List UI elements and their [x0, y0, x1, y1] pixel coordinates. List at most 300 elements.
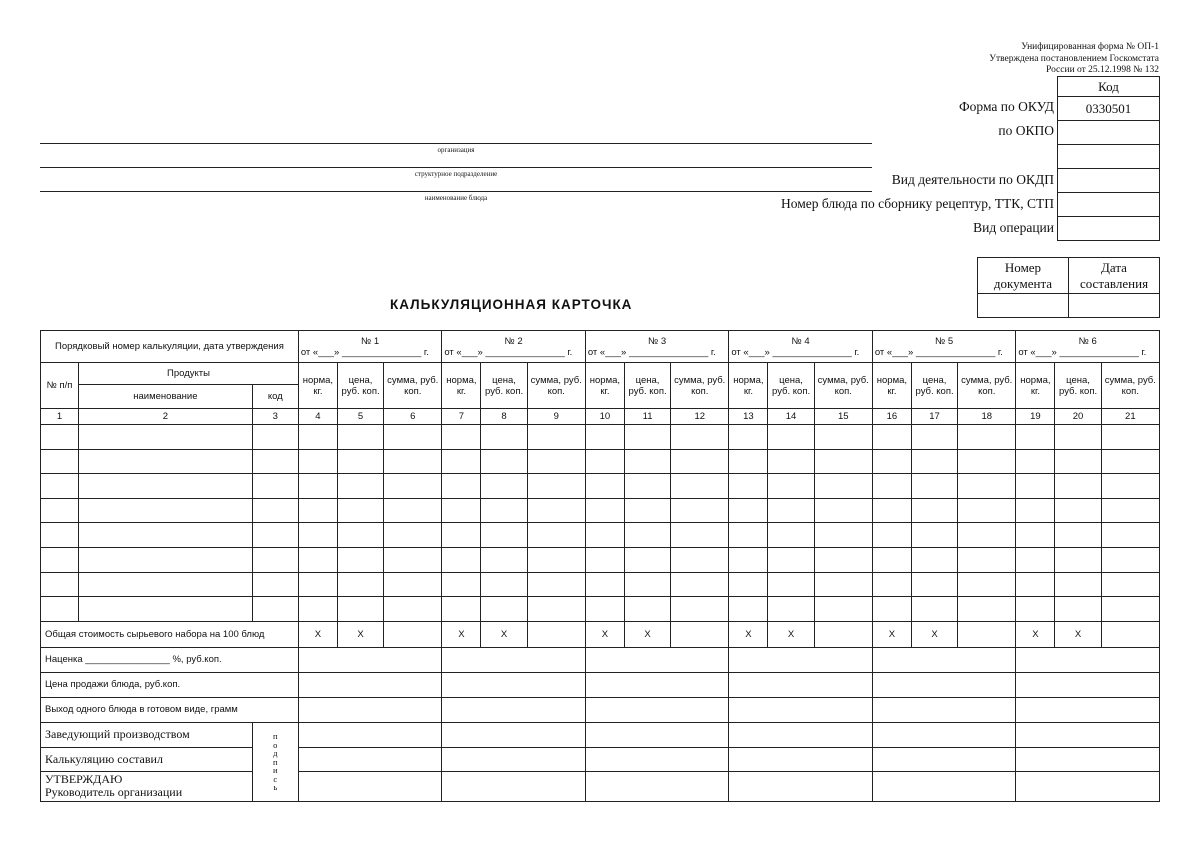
total-label: Общая стоимость сырьевого набора на 100 блюд — [41, 621, 299, 647]
okud-code[interactable]: 0330501 — [1058, 97, 1160, 121]
table-cell[interactable] — [624, 597, 670, 622]
table-cell[interactable] — [671, 597, 729, 622]
table-cell[interactable] — [872, 572, 911, 597]
column-number: 18 — [958, 409, 1016, 425]
table-cell[interactable] — [814, 597, 872, 622]
table-cell[interactable] — [481, 572, 527, 597]
total-norm-x: Х — [729, 621, 768, 647]
table-cell[interactable] — [911, 449, 957, 474]
table-cell[interactable] — [768, 449, 814, 474]
table-cell[interactable] — [252, 523, 298, 548]
calc-group-wrap — [875, 336, 1014, 358]
table-row — [41, 498, 1160, 523]
table-cell[interactable] — [768, 572, 814, 597]
summary-value-cell[interactable] — [585, 647, 729, 672]
table-cell[interactable] — [1101, 523, 1159, 548]
signature-value-cell[interactable] — [298, 747, 442, 771]
table-cell[interactable] — [298, 498, 337, 523]
col-sum-header: сумма, руб. коп. — [384, 363, 442, 409]
operation-label: Вид операции — [973, 220, 1054, 235]
table-cell[interactable] — [768, 474, 814, 499]
table-cell[interactable] — [911, 597, 957, 622]
summary-value-cell[interactable] — [872, 672, 1016, 697]
okpo-code[interactable] — [1058, 121, 1160, 145]
table-cell[interactable] — [814, 572, 872, 597]
signature-value-cell[interactable] — [585, 722, 729, 747]
table-cell[interactable] — [337, 523, 383, 548]
table-cell[interactable] — [671, 425, 729, 450]
division-caption: структурное подразделение — [414, 170, 498, 178]
table-cell[interactable] — [481, 547, 527, 572]
table-cell[interactable] — [252, 572, 298, 597]
summary-value-cell[interactable] — [442, 697, 586, 722]
doc-date-field[interactable] — [1069, 294, 1160, 318]
table-cell[interactable] — [814, 425, 872, 450]
table-cell[interactable] — [911, 425, 957, 450]
table-cell[interactable] — [1016, 449, 1055, 474]
signature-value-cell[interactable] — [1016, 747, 1160, 771]
table-cell[interactable] — [671, 498, 729, 523]
total-norm-x: Х — [1016, 621, 1055, 647]
table-cell[interactable] — [768, 523, 814, 548]
table-cell[interactable] — [911, 474, 957, 499]
operation-code[interactable] — [1058, 217, 1160, 241]
table-cell[interactable] — [1016, 597, 1055, 622]
signature-value-cell[interactable] — [442, 747, 586, 771]
col-price-header: цена, руб. коп. — [768, 363, 814, 409]
table-cell[interactable] — [384, 523, 442, 548]
col-sum-header: сумма, руб. коп. — [671, 363, 729, 409]
table-cell[interactable] — [872, 547, 911, 572]
table-cell[interactable] — [41, 449, 79, 474]
summary-value-cell[interactable] — [872, 697, 1016, 722]
table-cell[interactable] — [527, 597, 585, 622]
calc-group-wrap — [301, 336, 440, 358]
table-cell[interactable] — [527, 547, 585, 572]
table-cell[interactable] — [252, 425, 298, 450]
table-cell[interactable] — [79, 449, 253, 474]
table-cell[interactable] — [527, 474, 585, 499]
total-sum-cell[interactable] — [527, 621, 585, 647]
table-cell[interactable] — [1016, 425, 1055, 450]
total-price-x: Х — [1055, 621, 1101, 647]
table-cell[interactable] — [814, 498, 872, 523]
doc-date-label: Дата составления — [1069, 258, 1160, 294]
table-cell[interactable] — [384, 572, 442, 597]
signature-letter: д — [273, 748, 278, 758]
column-number: 21 — [1101, 409, 1159, 425]
table-cell[interactable] — [442, 523, 481, 548]
table-cell[interactable] — [337, 547, 383, 572]
form-header-line-3: России от 25.12.1998 № 132 — [1046, 65, 1159, 75]
col-sum-header: сумма, руб. коп. — [1101, 363, 1159, 409]
signature-value-cell[interactable] — [298, 722, 442, 747]
summary-value-cell[interactable] — [729, 647, 873, 672]
table-cell[interactable] — [79, 547, 253, 572]
table-cell[interactable] — [298, 523, 337, 548]
table-cell[interactable] — [729, 523, 768, 548]
table-cell[interactable] — [1101, 425, 1159, 450]
calc-group-header — [1016, 331, 1160, 363]
division-line[interactable] — [40, 167, 872, 168]
table-cell[interactable] — [1055, 474, 1101, 499]
table-cell[interactable] — [384, 425, 442, 450]
signature-value-cell[interactable] — [872, 771, 1016, 801]
total-sum-cell[interactable] — [958, 621, 1016, 647]
col-sum-header: сумма, руб. коп. — [527, 363, 585, 409]
table-cell[interactable] — [814, 523, 872, 548]
col-sum-header: сумма, руб. коп. — [958, 363, 1016, 409]
total-row — [41, 621, 1160, 647]
total-norm-x: Х — [872, 621, 911, 647]
table-cell[interactable] — [671, 449, 729, 474]
table-cell[interactable] — [624, 498, 670, 523]
col-price-header: цена, руб. коп. — [481, 363, 527, 409]
signature-value-cell[interactable] — [729, 747, 873, 771]
column-number: 16 — [872, 409, 911, 425]
table-cell[interactable] — [252, 474, 298, 499]
summary-value-cell[interactable] — [1016, 697, 1160, 722]
table-cell[interactable] — [911, 498, 957, 523]
table-cell[interactable] — [41, 547, 79, 572]
table-cell[interactable] — [481, 523, 527, 548]
table-cell[interactable] — [1055, 572, 1101, 597]
table-cell[interactable] — [911, 547, 957, 572]
calc-group-header — [585, 331, 729, 363]
table-cell[interactable] — [41, 498, 79, 523]
dish-name-line[interactable] — [40, 191, 872, 192]
table-cell[interactable] — [585, 498, 624, 523]
table-cell[interactable] — [337, 474, 383, 499]
table-cell[interactable] — [958, 474, 1016, 499]
table-cell[interactable] — [481, 474, 527, 499]
organization-line[interactable] — [40, 143, 872, 144]
dish-number-label: Номер блюда по сборнику рецептур, ТТК, СТП — [780, 196, 1054, 211]
page-title: КАЛЬКУЛЯЦИОННАЯ КАРТОЧКА — [390, 297, 633, 312]
table-cell[interactable] — [729, 572, 768, 597]
table-cell[interactable] — [911, 572, 957, 597]
table-cell[interactable] — [384, 597, 442, 622]
signature-value-cell[interactable] — [729, 771, 873, 801]
signature-letter: о — [273, 739, 278, 750]
table-cell[interactable] — [337, 425, 383, 450]
table-cell[interactable] — [41, 523, 79, 548]
column-number: 10 — [585, 409, 624, 425]
table-cell[interactable] — [527, 425, 585, 450]
signature-value-cell[interactable] — [585, 771, 729, 801]
table-cell[interactable] — [442, 547, 481, 572]
calc-group-number: № 4 — [791, 335, 810, 347]
table-cell[interactable] — [1016, 572, 1055, 597]
extra-code[interactable] — [1058, 145, 1160, 169]
col-price-header: цена, руб. коп. — [911, 363, 957, 409]
table-cell[interactable] — [527, 449, 585, 474]
total-price-x: Х — [624, 621, 670, 647]
summary-value-cell[interactable] — [298, 672, 442, 697]
table-cell[interactable] — [872, 425, 911, 450]
calculation-table — [40, 330, 1160, 802]
table-cell[interactable] — [337, 449, 383, 474]
table-cell[interactable] — [958, 498, 1016, 523]
signature-value-cell[interactable] — [1016, 722, 1160, 747]
column-number: 6 — [384, 409, 442, 425]
table-cell[interactable] — [1055, 449, 1101, 474]
table-cell[interactable] — [958, 449, 1016, 474]
signature-letter: и — [273, 765, 278, 775]
summary-value-cell[interactable] — [872, 647, 1016, 672]
table-cell[interactable] — [585, 523, 624, 548]
table-cell[interactable] — [624, 572, 670, 597]
calc-group-wrap — [588, 336, 727, 358]
dish-name-caption: наименование блюда — [424, 194, 488, 202]
table-cell[interactable] — [958, 597, 1016, 622]
table-cell[interactable] — [768, 597, 814, 622]
table-cell[interactable] — [872, 474, 911, 499]
table-cell[interactable] — [1055, 523, 1101, 548]
table-cell[interactable] — [1016, 547, 1055, 572]
table-cell[interactable] — [958, 523, 1016, 548]
total-sum-cell[interactable] — [814, 621, 872, 647]
table-cell[interactable] — [79, 597, 253, 622]
table-cell[interactable] — [298, 547, 337, 572]
total-sum-cell[interactable] — [384, 621, 442, 647]
table-cell[interactable] — [481, 498, 527, 523]
table-cell[interactable] — [1055, 425, 1101, 450]
table-cell[interactable] — [252, 449, 298, 474]
table-cell[interactable] — [79, 425, 253, 450]
table-cell[interactable] — [79, 498, 253, 523]
dish-number-code[interactable] — [1058, 193, 1160, 217]
col-name-header: наименование — [79, 385, 253, 409]
okud-label: Форма по ОКУД — [958, 99, 1054, 114]
table-row — [41, 547, 1160, 572]
table-cell[interactable] — [768, 498, 814, 523]
table-cell[interactable] — [872, 498, 911, 523]
table-cell[interactable] — [337, 498, 383, 523]
signature-value-cell[interactable] — [872, 747, 1016, 771]
summary-value-cell[interactable] — [729, 697, 873, 722]
table-cell[interactable] — [527, 572, 585, 597]
calc-group-date[interactable]: от «___» _______________ г. — [874, 346, 1003, 358]
table-cell[interactable] — [585, 425, 624, 450]
calc-group-date[interactable]: от «___» _______________ г. — [587, 346, 716, 358]
markup-label: Наценка ________________ %, руб.коп. — [41, 647, 299, 672]
summary-value-cell[interactable] — [1016, 647, 1160, 672]
signature-value-cell[interactable] — [1016, 771, 1160, 801]
table-cell[interactable] — [958, 547, 1016, 572]
total-price-x: Х — [337, 621, 383, 647]
table-cell[interactable] — [768, 547, 814, 572]
table-cell[interactable] — [41, 597, 79, 622]
col-norm-header: норма, кг. — [585, 363, 624, 409]
table-cell[interactable] — [41, 572, 79, 597]
table-cell[interactable] — [1055, 547, 1101, 572]
head-of-production-row — [41, 722, 1160, 747]
table-cell[interactable] — [585, 547, 624, 572]
table-cell[interactable] — [872, 597, 911, 622]
table-cell[interactable] — [671, 474, 729, 499]
table-row — [41, 425, 1160, 450]
table-cell[interactable] — [911, 523, 957, 548]
table-cell[interactable] — [729, 597, 768, 622]
table-cell[interactable] — [872, 449, 911, 474]
table-cell[interactable] — [624, 449, 670, 474]
form-header-line-2: Утверждена постановлением Госкомстата — [989, 53, 1159, 64]
total-sum-cell[interactable] — [671, 621, 729, 647]
table-cell[interactable] — [1101, 547, 1159, 572]
table-cell[interactable] — [41, 474, 79, 499]
table-cell[interactable] — [729, 474, 768, 499]
table-cell[interactable] — [384, 449, 442, 474]
table-cell[interactable] — [958, 572, 1016, 597]
table-cell[interactable] — [384, 547, 442, 572]
table-cell[interactable] — [79, 572, 253, 597]
table-cell[interactable] — [298, 425, 337, 450]
organization-caption: организация — [437, 146, 475, 154]
column-number: 1 — [41, 409, 79, 425]
signature-value-cell[interactable] — [298, 771, 442, 801]
table-cell[interactable] — [41, 425, 79, 450]
total-price-x: Х — [768, 621, 814, 647]
table-cell[interactable] — [585, 572, 624, 597]
form-header-line-1: Унифицированная форма № ОП-1 — [1021, 42, 1159, 52]
table-cell[interactable] — [298, 597, 337, 622]
calc-group-date[interactable]: от «___» _______________ г. — [731, 346, 860, 358]
table-cell[interactable] — [79, 474, 253, 499]
table-cell[interactable] — [814, 474, 872, 499]
table-cell[interactable] — [729, 425, 768, 450]
table-cell[interactable] — [814, 449, 872, 474]
table-cell[interactable] — [624, 523, 670, 548]
summary-value-cell[interactable] — [442, 672, 586, 697]
summary-value-cell[interactable] — [442, 647, 586, 672]
column-number: 11 — [624, 409, 670, 425]
column-number: 3 — [252, 409, 298, 425]
sale-price-row — [41, 672, 1160, 697]
table-cell[interactable] — [671, 547, 729, 572]
table-cell[interactable] — [1101, 449, 1159, 474]
table-cell[interactable] — [729, 498, 768, 523]
signature-value-cell[interactable] — [872, 722, 1016, 747]
table-cell[interactable] — [298, 449, 337, 474]
table-cell[interactable] — [1055, 498, 1101, 523]
table-cell[interactable] — [1016, 523, 1055, 548]
table-cell[interactable] — [814, 547, 872, 572]
summary-value-cell[interactable] — [298, 697, 442, 722]
table-cell[interactable] — [337, 597, 383, 622]
table-cell[interactable] — [1101, 597, 1159, 622]
table-cell[interactable] — [958, 425, 1016, 450]
table-cell[interactable] — [624, 425, 670, 450]
table-cell[interactable] — [1016, 474, 1055, 499]
table-cell[interactable] — [442, 597, 481, 622]
table-cell[interactable] — [1016, 498, 1055, 523]
table-row — [41, 597, 1160, 622]
column-number: 4 — [298, 409, 337, 425]
signature-value-cell[interactable] — [729, 722, 873, 747]
total-sum-cell[interactable] — [1101, 621, 1159, 647]
col-price-header: цена, руб. коп. — [337, 363, 383, 409]
table-cell[interactable] — [252, 547, 298, 572]
column-number: 2 — [79, 409, 253, 425]
calc-group-date[interactable]: от «___» _______________ г. — [300, 346, 429, 358]
column-number: 13 — [729, 409, 768, 425]
doc-number-label: Номер документа — [978, 258, 1069, 294]
table-cell[interactable] — [481, 597, 527, 622]
signature-letter: п — [273, 731, 278, 741]
col-norm-header: норма, кг. — [729, 363, 768, 409]
table-cell[interactable] — [442, 572, 481, 597]
table-cell[interactable] — [252, 498, 298, 523]
table-cell[interactable] — [768, 425, 814, 450]
table-cell[interactable] — [384, 498, 442, 523]
compiled-by-label: Калькуляцию составил — [41, 747, 253, 771]
total-norm-x: Х — [298, 621, 337, 647]
table-cell[interactable] — [872, 523, 911, 548]
table-cell[interactable] — [1101, 474, 1159, 499]
table-cell[interactable] — [624, 547, 670, 572]
signature-value-cell[interactable] — [585, 747, 729, 771]
signature-cell[interactable] — [252, 722, 298, 801]
table-cell[interactable] — [729, 449, 768, 474]
summary-value-cell[interactable] — [1016, 672, 1160, 697]
table-cell[interactable] — [481, 449, 527, 474]
table-cell[interactable] — [442, 498, 481, 523]
table-cell[interactable] — [442, 449, 481, 474]
table-cell[interactable] — [585, 449, 624, 474]
summary-value-cell[interactable] — [585, 697, 729, 722]
table-cell[interactable] — [384, 474, 442, 499]
table-cell[interactable] — [527, 498, 585, 523]
table-cell[interactable] — [585, 597, 624, 622]
table-cell[interactable] — [585, 474, 624, 499]
table-cell[interactable] — [671, 572, 729, 597]
summary-value-cell[interactable] — [729, 672, 873, 697]
table-cell[interactable] — [298, 572, 337, 597]
calc-group-number: № 5 — [935, 335, 954, 347]
table-cell[interactable] — [729, 547, 768, 572]
markup-row — [41, 647, 1160, 672]
table-cell[interactable] — [671, 523, 729, 548]
signature-value-cell[interactable] — [442, 771, 586, 801]
col-norm-header: норма, кг. — [442, 363, 481, 409]
table-cell[interactable] — [1055, 597, 1101, 622]
table-cell[interactable] — [1101, 498, 1159, 523]
signature-value-cell[interactable] — [442, 722, 586, 747]
summary-value-cell[interactable] — [585, 672, 729, 697]
calc-group-header — [872, 331, 1016, 363]
doc-number-field[interactable] — [978, 294, 1069, 318]
table-cell[interactable] — [79, 523, 253, 548]
table-cell[interactable] — [624, 474, 670, 499]
table-row — [41, 572, 1160, 597]
table-cell[interactable] — [527, 523, 585, 548]
table-cell[interactable] — [442, 425, 481, 450]
calc-group-date[interactable]: от «___» _______________ г. — [1018, 346, 1147, 358]
table-cell[interactable] — [252, 597, 298, 622]
table-cell[interactable] — [298, 474, 337, 499]
summary-value-cell[interactable] — [298, 647, 442, 672]
table-cell[interactable] — [481, 425, 527, 450]
calc-group-number: № 3 — [648, 335, 667, 347]
table-cell[interactable] — [1101, 572, 1159, 597]
table-cell[interactable] — [442, 474, 481, 499]
col-norm-header: норма, кг. — [872, 363, 911, 409]
okdp-code[interactable] — [1058, 169, 1160, 193]
calc-group-date[interactable]: от «___» _______________ г. — [444, 346, 573, 358]
table-cell[interactable] — [337, 572, 383, 597]
column-number: 19 — [1016, 409, 1055, 425]
